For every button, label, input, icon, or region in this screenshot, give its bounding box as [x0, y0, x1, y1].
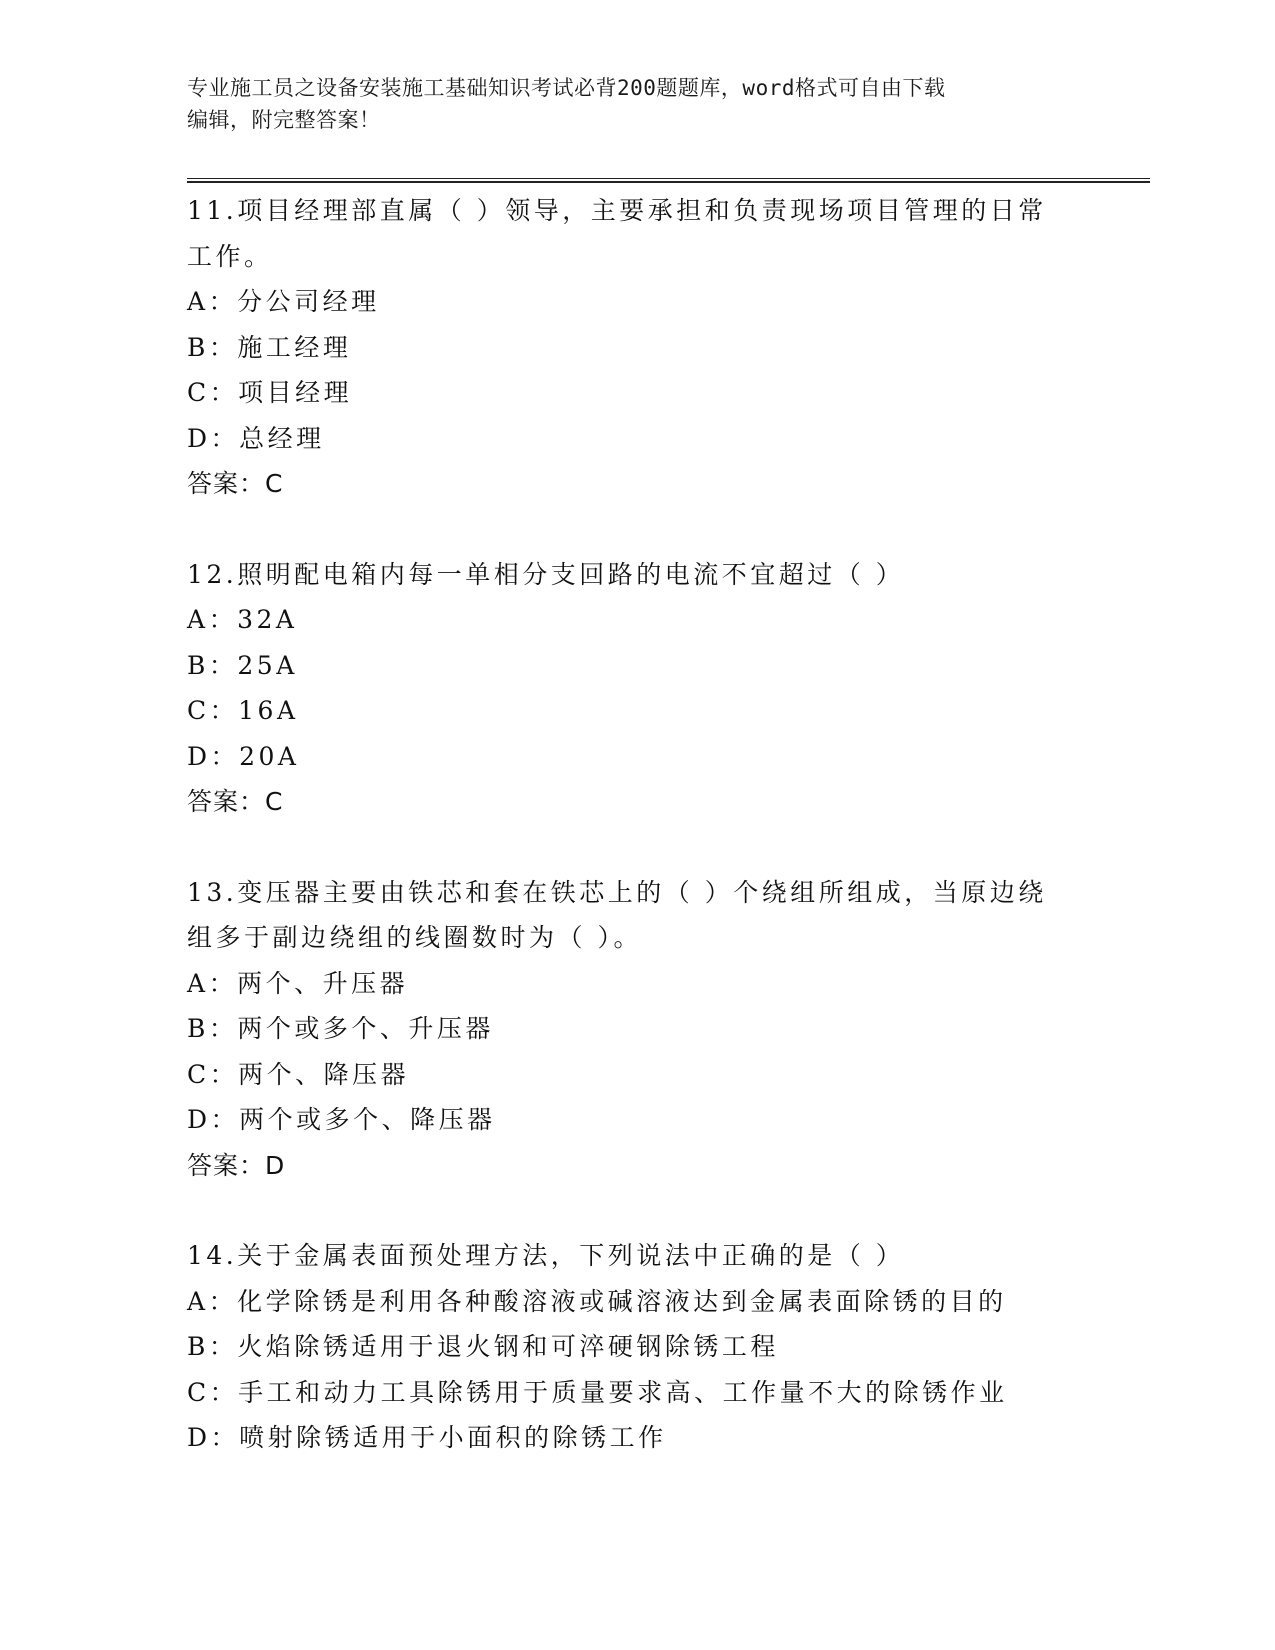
option-text: 总经理 [239, 423, 325, 453]
question-stem-line-1: 12.照明配电箱内每一单相分支回路的电流不宜超过（ ） [187, 559, 905, 589]
answer-line: 答案：C [187, 787, 284, 816]
option-text: 喷射除锈适用于小面积的除锈工作 [239, 1423, 667, 1452]
option-text: 两个、升压器 [237, 968, 409, 998]
option-letter: B [187, 1332, 209, 1361]
option-text: 25A [237, 650, 298, 680]
header-divider-thin [187, 178, 1150, 179]
option-c: C：两个、降压器 [187, 1059, 410, 1089]
question-stem-line-2: 组多于副边绕组的线圈数时为（ ）。 [187, 923, 642, 952]
option-text: 化学除锈是利用各种酸溶液或碱溶液达到金属表面除锈的目的 [237, 1286, 1007, 1316]
option-b: B：施工经理 [187, 332, 352, 362]
option-c: C：16A [187, 696, 299, 725]
option-d: D：20A [187, 741, 300, 771]
option-text: 20A [239, 741, 300, 771]
option-d: D：喷射除锈适用于小面积的除锈工作 [187, 1423, 667, 1452]
question-stem-line-2: 工作。 [187, 241, 273, 271]
answer-line: 答案：C [187, 469, 284, 498]
question-list [187, 188, 1067, 1506]
option-text: 16A [238, 696, 299, 725]
option-text: 火焰除锈适用于退火钢和可淬硬钢除锈工程 [237, 1332, 779, 1361]
option-letter: D [187, 423, 211, 453]
question-14 [187, 1233, 1067, 1461]
option-d: D：两个或多个、降压器 [187, 1105, 496, 1134]
document-header [187, 72, 1087, 136]
option-text: 施工经理 [237, 332, 352, 362]
option-c: C：手工和动力工具除锈用于质量要求高、工作量不大的除锈作业 [187, 1377, 1008, 1407]
option-letter: B [187, 650, 209, 680]
option-a: A：32A [187, 605, 298, 634]
option-a: A：两个、升压器 [187, 968, 409, 998]
question-13 [187, 870, 1067, 1189]
header-divider-thick [187, 181, 1150, 183]
option-text: 手工和动力工具除锈用于质量要求高、工作量不大的除锈作业 [238, 1377, 1008, 1407]
option-text: 项目经理 [238, 378, 353, 407]
option-letter: C [187, 378, 210, 407]
option-b: B：两个或多个、升压器 [187, 1014, 494, 1043]
question-stem-line-1: 14.关于金属表面预处理方法，下列说法中正确的是（ ） [187, 1241, 905, 1270]
question-stem-line-1: 11.项目经理部直属（ ）领导，主要承担和负责现场项目管理的日常 [187, 196, 1047, 225]
option-text: 分公司经理 [237, 287, 380, 316]
question-12 [187, 552, 1067, 825]
option-letter: C [187, 1059, 210, 1089]
option-letter: A [187, 287, 209, 316]
option-letter: A [187, 968, 209, 998]
question-11 [187, 188, 1067, 507]
question-stem-line-1: 13.变压器主要由铁芯和套在铁芯上的（ ）个绕组所组成，当原边绕 [187, 877, 1047, 907]
option-letter: D [187, 1423, 211, 1452]
option-a: A：化学除锈是利用各种酸溶液或碱溶液达到金属表面除锈的目的 [187, 1286, 1007, 1316]
option-letter: A [187, 605, 209, 634]
answer-line: 答案：D [187, 1150, 286, 1180]
option-letter: A [187, 1286, 209, 1316]
option-letter: C [187, 696, 210, 725]
option-c: C：项目经理 [187, 378, 353, 407]
option-letter: D [187, 1105, 211, 1134]
option-text: 两个或多个、降压器 [239, 1105, 496, 1134]
option-a: A：分公司经理 [187, 287, 380, 316]
option-letter: B [187, 1014, 209, 1043]
option-b: B：火焰除锈适用于退火钢和可淬硬钢除锈工程 [187, 1332, 779, 1361]
option-text: 32A [237, 605, 298, 634]
header-line-2: 编辑，附完整答案！ [187, 108, 381, 132]
option-letter: C [187, 1377, 210, 1407]
option-text: 两个或多个、升压器 [237, 1014, 494, 1043]
option-letter: B [187, 332, 209, 362]
option-text: 两个、降压器 [238, 1059, 410, 1089]
option-b: B：25A [187, 650, 298, 680]
header-line-1: 专业施工员之设备安装施工基础知识考试必背200题题库，word格式可自由下载 [187, 76, 946, 100]
option-letter: D [187, 741, 211, 771]
option-d: D：总经理 [187, 423, 325, 453]
